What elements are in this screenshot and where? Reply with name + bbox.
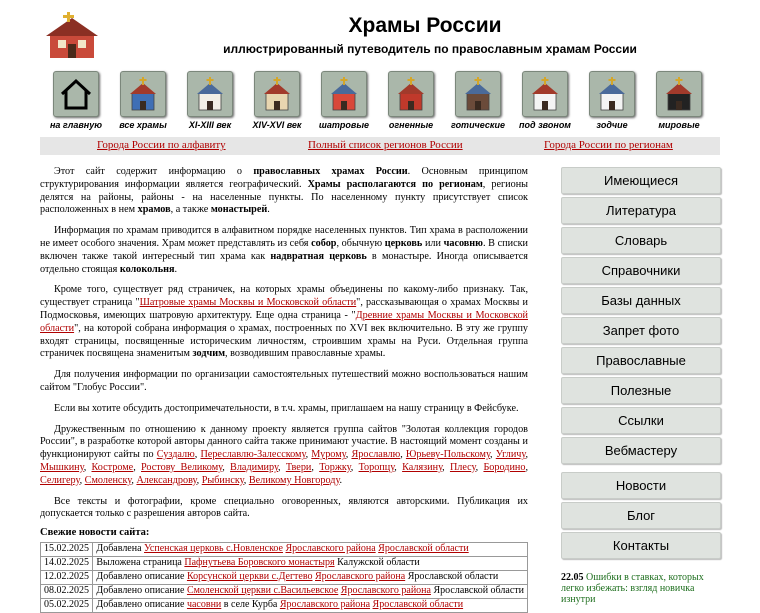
sidebar-button[interactable]: Имеющиеся [561,167,721,194]
sidebar-button[interactable]: Православные [561,347,721,374]
nav-label[interactable]: XIV-XVI век [252,120,302,130]
news-text [93,556,528,570]
nav-tile-5[interactable] [314,71,374,130]
news-text-part: в селе Курба [221,599,280,611]
sidebar-button[interactable]: Новости [561,472,721,499]
news-text [93,598,528,612]
church-icon[interactable] [388,71,434,117]
news-row [41,556,528,570]
city-link[interactable]: Торопцу [358,461,395,473]
text-bold: церковь [384,237,423,249]
city-link[interactable]: Переславлю-Залесскому [200,449,306,461]
site-logo[interactable] [44,10,100,60]
text: , а также [170,204,211,216]
news-text-part: Выложена страница [96,557,185,569]
text: ", рассказывающая о храмах Москвы и Подмосковья, имеющих шатровую архитектуру. Еще одна страница - " [40,297,528,321]
city-link[interactable]: Бородино [483,461,526,473]
news-row [41,542,528,556]
nav-tile-6[interactable] [381,71,441,130]
sidebar-news-link[interactable]: Ошибки в ставках, которых легко избежать: взгляд новичка изнутри [561,572,704,605]
main-nav [46,71,714,133]
copyright-paragraph: Все тексты и фотографии, кроме специально оговоренных, являются авторскими. Публикация их допускается только с разрешения авторов сайта. [40,495,528,520]
nav-tile-10[interactable] [649,71,709,130]
types-paragraph [40,225,528,276]
sidebar-button[interactable]: Словарь [561,227,721,254]
news-row [41,570,528,584]
text: в монастыре. Иногда описывается отдельно стоящая [40,250,528,275]
nav-label[interactable]: все храмы [119,120,167,130]
news-link[interactable]: Успенская церковь с.Новленское [144,543,283,555]
news-text-part: Добавлена [96,543,145,555]
sidebar-group-2 [561,472,719,559]
news-date: 15.02.2025 [41,542,93,556]
news-link[interactable]: Ярославской области [372,599,464,611]
nav-tile-2[interactable] [113,71,173,130]
cities-by-region-link[interactable]: Города России по регионам [544,139,673,151]
news-table [40,542,528,613]
nav-tile-3[interactable] [180,71,240,130]
news-row [41,584,528,598]
text-bold: храмов [137,204,171,216]
travel-paragraph: Для получения информации по организации самостоятельных путешествий можно воспользоваться нашим сайтом "Глобус России". [40,369,528,393]
sidebar-button[interactable]: Ссылки [561,407,721,434]
city-link[interactable]: Смоленску [84,474,132,486]
cities-alphabet-link[interactable]: Города России по алфавиту [97,139,226,151]
news-text [93,584,528,598]
city-link[interactable]: Ярославлю [351,449,401,461]
nav-label[interactable]: мировые [658,120,700,130]
church-icon[interactable] [455,71,501,117]
news-link[interactable]: Ярославского района [279,599,371,611]
news-text-part: Добавлено описание [96,585,187,597]
sidebar-button[interactable]: Полезные [561,377,721,404]
news-text-part: Добавлено описание [96,571,187,583]
news-link[interactable]: Ярославского района [315,571,406,583]
site-subtitle: иллюстрированный путеводитель по православным храмам России [223,42,637,56]
text: . В списки включен также такой интересный тип храма как [40,237,528,262]
sidebar-group-1 [561,167,719,464]
city-link[interactable]: Угличу [495,449,526,461]
sidebar-news-date: 22.05 [561,572,584,583]
sidebar-button[interactable]: Запрет фото [561,317,721,344]
news-link[interactable]: Ярославского района [285,543,376,555]
church-icon[interactable] [656,71,702,117]
city-link[interactable]: Селигеру [40,474,80,486]
nav-tile-4[interactable] [247,71,307,130]
news-link[interactable]: Корсунской церкви с.Дегтево [186,571,313,583]
city-link[interactable]: Владимиру [230,461,279,473]
text-bold: Храмы располагаются по регионам [307,178,483,190]
news-date: 05.02.2025 [41,598,93,612]
city-link[interactable]: Юрьеву-Польскому [405,449,491,461]
city-link[interactable]: Рыбинску [201,474,244,486]
main-content [40,166,528,613]
church-icon[interactable] [187,71,233,117]
sidebar-button[interactable]: Базы данных [561,287,721,314]
city-link[interactable]: Великому Новгороду [248,474,340,486]
news-link[interactable]: Пафнутьева Боровского монастыря [184,557,335,569]
nav-label[interactable]: шатровые [318,120,370,130]
church-icon[interactable] [120,71,166,117]
text-bold: зодчим [192,348,226,360]
city-link[interactable]: Плесу [449,461,476,473]
sidebar-button[interactable]: Блог [561,502,721,529]
sidebar-button[interactable]: Вебмастеру [561,437,721,464]
tent-churches-link[interactable]: Шатровые храмы Москвы и Московской области [139,297,357,309]
church-icon[interactable] [321,71,367,117]
news-text [93,542,528,556]
sidebar-button[interactable]: Справочники [561,257,721,284]
city-link[interactable]: Торжку [319,461,351,473]
news-text [93,570,528,584]
nav-tile-1[interactable] [46,71,106,130]
friends-paragraph: Дружественным по отношению к данному проекту является группа сайтов "Золотая коллекция городов России", в разработке которой авторы данного сайта также принимают участие. В настоящий момент созданы и функционируют сайты по Суздалю, Переславлю-Залесскому, Мурому, Ярославлю, Юрьеву-Польскому, Угличу, Мышкину, Костроме, Ростову Великому, Владимиру, Твери, Торжку, Торопцу, Калязину, Плесу, Бородино, Селигеру, Смоленску, Александрову, Рыбинску, Великому Новгороду. [40,423,529,486]
city-link[interactable]: Ростову Великому [141,461,223,473]
city-link[interactable]: Костроме [91,461,134,473]
news-text-part: Добавлено описание [96,599,187,611]
city-link[interactable]: Александрову [136,474,197,486]
text-bold: часовню [443,237,483,249]
news-date: 12.02.2025 [41,570,93,584]
city-link[interactable]: Калязину [402,461,443,473]
text-bold: православных храмах России [253,166,408,177]
text: Информация по храмам приводится в алфавитном порядке населенных пунктов. Тип храма в расположении не имеет особого значения. Храм может представлять из себя [40,225,528,249]
nav-label[interactable]: XI-XIII век [188,120,232,130]
text: , возводившим православные храмы. [225,348,386,360]
nav-label[interactable]: огненные [388,120,434,130]
text: , регионы делятся на районы, районы - на населенные пункты. По населенному пункту присутствует список расположенных в нем [40,178,528,216]
sidebar-news [561,572,719,605]
text: . Основным принципом структурирования информации является географический. [40,166,528,190]
nav-label[interactable]: готические [450,120,505,130]
text-bold: надвратная церковь [270,250,367,262]
city-link[interactable]: Мышкину [40,461,84,473]
regions-list-link[interactable]: Полный список регионов России [308,139,463,151]
text: Дружественным по отношению к данному проекту является группа сайтов "Золотая коллекция городов России", в разработке которой авторы данного сайта также принимают участие. В настоящий момент созданы и функционируют сайты по [40,423,528,461]
news-heading: Свежие новости сайта: [40,527,150,539]
city-link[interactable]: Суздалю [156,449,195,461]
news-text-part: Ярославской области [405,571,499,583]
news-link[interactable]: часовни [186,599,222,611]
home-icon[interactable] [53,71,99,117]
nav-label[interactable]: под звоном [519,120,571,130]
text: или [422,237,444,249]
text: . [174,263,178,275]
church-icon[interactable] [522,71,568,117]
nav-tile-7[interactable] [448,71,508,130]
facebook-paragraph: Если вы хотите обсудить достопримечательности, в т.ч. храмы, приглашаем на нашу страницу в Фейсбуке. [54,402,519,414]
link-bar [40,137,720,155]
sidebar-button[interactable]: Литература [561,197,721,224]
text: ", на которой собрана информация о храмах, построенных по XVI век включительно. В эту же группу входят страницы, посвященные историческим личностям, строившим храмы на Руси. Отдельная группа страничек посвящена знаменитым [40,322,528,360]
text-bold: монастырей [210,204,268,216]
news-date: 08.02.2025 [41,584,93,598]
site-title: Храмы России [348,14,502,37]
groups-paragraph [40,284,528,361]
text-bold: собор [311,237,337,249]
nav-tile-9[interactable] [582,71,642,130]
church-icon[interactable] [254,71,300,117]
text: , обычную [336,237,385,249]
nav-label[interactable]: на главную [49,120,102,130]
news-link[interactable]: Ярославской области [378,543,469,555]
nav-tile-8[interactable] [515,71,575,130]
text: Кроме того, существует ряд страничек, на которых храмы объединены по какому-либо признаку. Так, существует страница " [40,284,528,309]
ancient-churches-link[interactable]: Древние храмы Москвы и Московской области [40,309,529,334]
news-row [41,598,528,612]
church-icon[interactable] [589,71,635,117]
intro-paragraph [40,166,528,217]
sidebar [561,167,719,562]
sidebar-button[interactable]: Контакты [561,532,721,559]
text: . [267,204,270,216]
nav-label[interactable]: зодчие [596,120,628,130]
news-link[interactable]: Смоленской церкви с.Васильевское [186,585,339,597]
city-link[interactable]: Твери [285,461,312,473]
text-bold: колокольня [119,263,175,275]
news-text-part: Ярославской области [430,585,524,597]
news-text-part: Калужской области [334,557,420,569]
news-date: 14.02.2025 [41,556,93,570]
text: Этот сайт содержит информацию о [54,166,254,177]
news-link[interactable]: Ярославского района [340,585,431,597]
city-link[interactable]: Мурому [311,449,346,461]
